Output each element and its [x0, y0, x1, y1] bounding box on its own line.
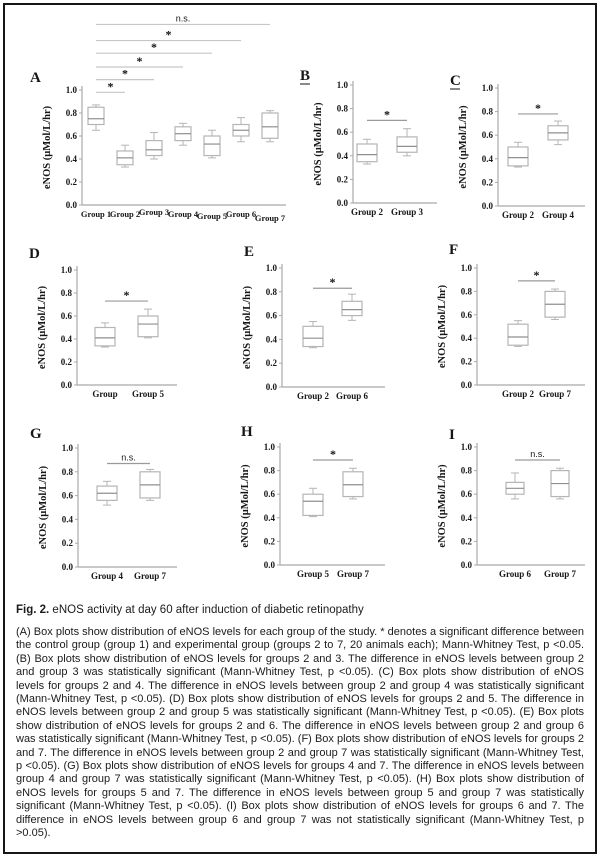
y-tick-label: 0.8: [60, 288, 72, 298]
y-tick-label: 0.8: [336, 103, 348, 114]
box-group-3: [146, 133, 162, 159]
boxes: [303, 294, 362, 348]
panel-letter: C: [450, 73, 461, 89]
axes: [437, 442, 585, 570]
panel-f: [437, 242, 585, 399]
caption-title: [16, 604, 584, 616]
x-tick-label: Group 7: [336, 569, 370, 579]
y-tick-label: 1.0: [460, 442, 472, 452]
significance-brackets: [367, 107, 407, 121]
y-axis-title: eNOS (µMol/L/hr): [38, 465, 49, 550]
y-tick-label: 0.6: [61, 490, 73, 501]
x-tick-label: Group 2: [501, 210, 535, 220]
y-tick-label: 1.0: [460, 263, 472, 273]
box-group-7: [545, 289, 565, 319]
panel-letter: I: [449, 427, 455, 443]
panel-letter: F: [449, 242, 459, 258]
y-tick-label: 0.8: [481, 106, 493, 117]
x-tick-label: Group 2: [109, 209, 141, 219]
y-tick-label: 0.0: [60, 380, 72, 390]
y-tick-label: 0.2: [263, 536, 275, 547]
box-group-5: [204, 130, 220, 158]
boxes: [97, 469, 160, 505]
panel-letter: D: [29, 246, 40, 262]
significance-star: *: [384, 107, 390, 122]
y-tick-label: 0.2: [265, 358, 277, 369]
box-group-2: [117, 145, 133, 167]
panel-b: [300, 68, 437, 217]
box-group-4: [175, 123, 191, 145]
y-tick-label: 0.8: [460, 286, 472, 297]
significance-ns-label: n.s.: [530, 448, 545, 459]
y-tick-label: 0.0: [336, 198, 348, 208]
x-tick-label: Group 2: [350, 207, 384, 217]
significance-brackets: [107, 452, 150, 463]
iqr-box: [138, 316, 158, 337]
x-axis-labels: [91, 571, 167, 581]
y-axis-title: eNOS (µMol/L/hr): [42, 105, 53, 190]
x-tick-label: Group 3: [138, 207, 170, 217]
y-tick-label: 0.6: [336, 127, 348, 138]
significance-star: *: [329, 275, 336, 290]
x-tick-label: Group: [92, 389, 118, 399]
box-group-7: [343, 468, 363, 499]
y-tick-label: 0.6: [60, 311, 72, 321]
y-tick-label: 1.0: [481, 83, 493, 93]
x-tick-label: Group 7: [538, 389, 572, 399]
box-group-2: [508, 321, 528, 347]
iqr-box: [146, 141, 162, 156]
panel-c: [450, 73, 585, 220]
x-tick-label: Group 5: [196, 211, 228, 221]
y-tick-label: 0.4: [60, 334, 72, 344]
significance-brackets: [518, 268, 555, 282]
iqr-box: [342, 301, 362, 315]
box-group-4: [548, 121, 568, 145]
y-tick-label: 0.4: [336, 150, 348, 161]
boxes: [508, 121, 568, 167]
boxes: [95, 309, 158, 347]
box-group-6: [233, 118, 249, 142]
panel-d: [29, 246, 177, 399]
y-tick-label: 0.0: [65, 200, 77, 210]
x-tick-label: Group 7: [543, 569, 577, 579]
x-axis-labels: [351, 207, 424, 217]
x-axis-labels: [502, 389, 572, 399]
y-tick-label: 0.8: [61, 466, 73, 477]
y-tick-label: 0.2: [460, 536, 472, 547]
y-tick-label: 0.2: [460, 356, 472, 367]
box-group-7: [262, 111, 278, 142]
y-tick-label: 1.0: [263, 442, 275, 452]
y-tick-label: 0.8: [263, 465, 275, 476]
panel-letter: E: [244, 244, 255, 260]
box-group-1: [88, 105, 104, 130]
x-tick-label: Group 6: [335, 391, 369, 401]
significance-ns-label: n.s.: [121, 452, 136, 463]
x-axis-labels: [499, 569, 577, 579]
iqr-box: [204, 136, 220, 156]
box-group-7: [551, 468, 569, 499]
y-tick-label: 1.0: [336, 80, 348, 90]
panel-i: [437, 427, 585, 579]
y-tick-label: 0.0: [61, 562, 73, 572]
axes: [38, 443, 177, 572]
y-tick-label: 1.0: [65, 85, 77, 95]
significance-star: *: [151, 40, 157, 55]
box-group-5: [138, 309, 158, 338]
iqr-box: [508, 324, 528, 345]
iqr-box: [397, 137, 417, 152]
y-tick-label: 0.8: [460, 465, 472, 476]
y-tick-label: 0.4: [265, 334, 277, 345]
iqr-box: [262, 113, 278, 138]
y-tick-label: 0.4: [263, 512, 275, 523]
figure-caption: [16, 604, 584, 841]
y-tick-label: 1.0: [60, 265, 72, 275]
x-axis-labels: [502, 210, 575, 220]
y-tick-label: 0.8: [65, 108, 77, 118]
x-tick-label: Group 2: [296, 391, 330, 401]
panel-a: [30, 13, 286, 223]
significance-brackets: [313, 447, 353, 461]
box-group-2: [357, 139, 377, 164]
boxes: [303, 468, 363, 516]
significance-star: *: [107, 79, 114, 94]
x-tick-label: Group 4: [541, 210, 575, 220]
boxes: [88, 105, 278, 167]
y-tick-label: 0.0: [265, 382, 277, 392]
y-tick-label: 0.4: [460, 512, 472, 523]
significance-star: *: [330, 446, 336, 461]
y-tick-label: 0.6: [263, 489, 275, 500]
panel-e: [242, 244, 385, 401]
x-tick-label: Group 6: [498, 569, 532, 579]
y-tick-label: 0.4: [65, 154, 77, 164]
y-axis-title: eNOS (µMol/L/hr): [313, 102, 324, 186]
panel-g: [30, 426, 177, 581]
x-tick-label: Group 4: [167, 209, 199, 219]
caption-figure-number: Fig. 2.: [16, 604, 50, 616]
y-tick-label: 0.4: [61, 514, 73, 525]
box-group-2: [303, 322, 323, 348]
box-group-5: [303, 488, 323, 516]
box-group-4: [97, 481, 117, 505]
panel-h: [240, 424, 385, 579]
box-group-6: [506, 473, 524, 499]
box-group-7: [140, 469, 160, 500]
iqr-box: [95, 328, 115, 346]
significance-star: *: [123, 288, 130, 303]
y-tick-label: 0.0: [481, 201, 493, 211]
x-tick-label: Group 5: [296, 569, 330, 579]
x-tick-label: Group 2: [501, 389, 535, 399]
caption-body: (A) Box plots show distribution of eNOS levels for each group of the study. * denotes a significant difference between the control group (group 1) and experimental group (groups 2 to 7, 20 animals each); Mann-Whitney Test, p <0.05. (B) Box plots show distribution of eNOS levels for groups 2 and 3. The difference in eNOS levels between group 2 and group 3 was statistically significant (Mann-Whitney Test, p <0.05). (C) Box plots show distribution of eNOS levels for groups 2 and 4. The difference in eNOS levels between group 2 and group 4 was statistically significant (Mann-Whitney Test, p <0.05). (D) Box plots show distribution of eNOS levels for groups 2 and 5. The difference in eNOS levels between group 2 and group 5 was statistically significant (Mann-Whitney Test, p <0.05). (E) Box plots show distribution of eNOS levels for groups 2 and 6. The difference in eNOS levels between group 2 and group 6 was statistically significant (Mann-Whitney Test, p <0.05). (F) Box plots show distribution of eNOS levels for groups 2 and 7. The difference in eNOS levels between group 2 and group 7 was statistically significant (Mann-Whitney Test, p <0.05). (G) Box plots show distribution of eNOS levels for groups 4 and 7. The difference in eNOS levels between group 4 and group 7 was statistically significant (Mann-Whitney Test, p <0.05). (H) Box plots show distribution of eNOS levels for groups 5 and 7. The difference in eNOS levels between group 5 and group 7 was statistically significant (Mann-Whitney Test, p <0.05). (I) Box plots show distribution of eNOS levels for groups 6 and 7. The difference in eNOS levels between group 6 and group 7 was not statistically significant (Mann-Whitney Test, p >0.05).: [16, 626, 584, 840]
y-axis-title: eNOS (µMol/L/hr): [437, 464, 448, 548]
significance-ns-label: n.s.: [175, 13, 191, 24]
y-tick-label: 1.0: [265, 263, 277, 273]
y-tick-label: 0.0: [460, 560, 472, 570]
iqr-box: [303, 494, 323, 515]
box-group-3: [397, 129, 417, 156]
iqr-box: [303, 326, 323, 346]
y-tick-label: 0.2: [336, 174, 348, 185]
x-tick-label: Group 7: [133, 571, 167, 581]
significance-brackets: [313, 275, 352, 289]
significance-star: *: [535, 100, 541, 115]
boxes: [506, 468, 569, 499]
significance-brackets: [518, 101, 558, 115]
boxes: [357, 129, 417, 164]
y-tick-label: 0.4: [460, 333, 472, 344]
axes: [42, 85, 286, 210]
y-tick-label: 0.6: [265, 310, 277, 321]
iqr-box: [88, 107, 104, 124]
x-tick-label: Group 7: [254, 213, 286, 223]
x-axis-labels: [297, 569, 370, 579]
significance-star: *: [122, 66, 128, 81]
x-tick-label: Group 4: [90, 571, 124, 581]
y-tick-label: 0.2: [61, 538, 73, 549]
x-tick-label: Group 5: [131, 389, 165, 399]
y-tick-label: 0.6: [460, 309, 472, 320]
significance-star: *: [136, 54, 143, 68]
significance-brackets: [105, 288, 148, 302]
box-group-2: [508, 142, 528, 167]
y-tick-label: 0.6: [65, 131, 77, 141]
y-axis-title: eNOS (µMol/L/hr): [437, 284, 448, 369]
panel-letter: B: [300, 68, 311, 84]
significance-brackets: [96, 13, 270, 93]
significance-star: *: [533, 267, 540, 282]
boxes: [508, 289, 565, 346]
y-axis-title: eNOS (µMol/L/hr): [458, 105, 469, 189]
panel-letter: A: [30, 70, 41, 86]
y-tick-label: 0.0: [263, 560, 275, 570]
x-tick-label: Group 3: [390, 207, 424, 217]
box-group: [95, 323, 115, 347]
y-tick-label: 0.6: [460, 489, 472, 500]
iqr-box: [508, 147, 528, 166]
x-tick-label: Group 1: [80, 209, 112, 219]
box-group-6: [342, 294, 362, 320]
y-tick-label: 0.2: [65, 177, 77, 187]
y-tick-label: 0.6: [481, 130, 493, 141]
x-tick-label: Group 6: [225, 209, 257, 219]
significance-brackets: [515, 449, 560, 460]
panel-letter: G: [30, 426, 42, 442]
y-axis-title: eNOS (µMol/L/hr): [37, 285, 48, 370]
significance-star: *: [165, 27, 172, 42]
y-tick-label: 0.4: [481, 153, 493, 164]
x-axis-labels: [92, 389, 164, 399]
y-tick-label: 0.0: [460, 380, 472, 390]
y-axis-title: eNOS (µMol/L/hr): [240, 464, 251, 548]
y-tick-label: 0.8: [265, 286, 277, 297]
y-tick-label: 1.0: [61, 443, 73, 453]
y-tick-label: 0.2: [60, 357, 72, 367]
panel-letter: H: [241, 424, 253, 440]
x-axis-labels: [81, 207, 286, 223]
y-axis-title: eNOS (µMol/L/hr): [242, 285, 253, 370]
y-tick-label: 0.2: [481, 177, 493, 188]
iqr-box: [357, 144, 377, 162]
caption-title-text: eNOS activity at day 60 after induction of diabetic retinopathy: [49, 604, 364, 616]
x-axis-labels: [297, 391, 369, 401]
